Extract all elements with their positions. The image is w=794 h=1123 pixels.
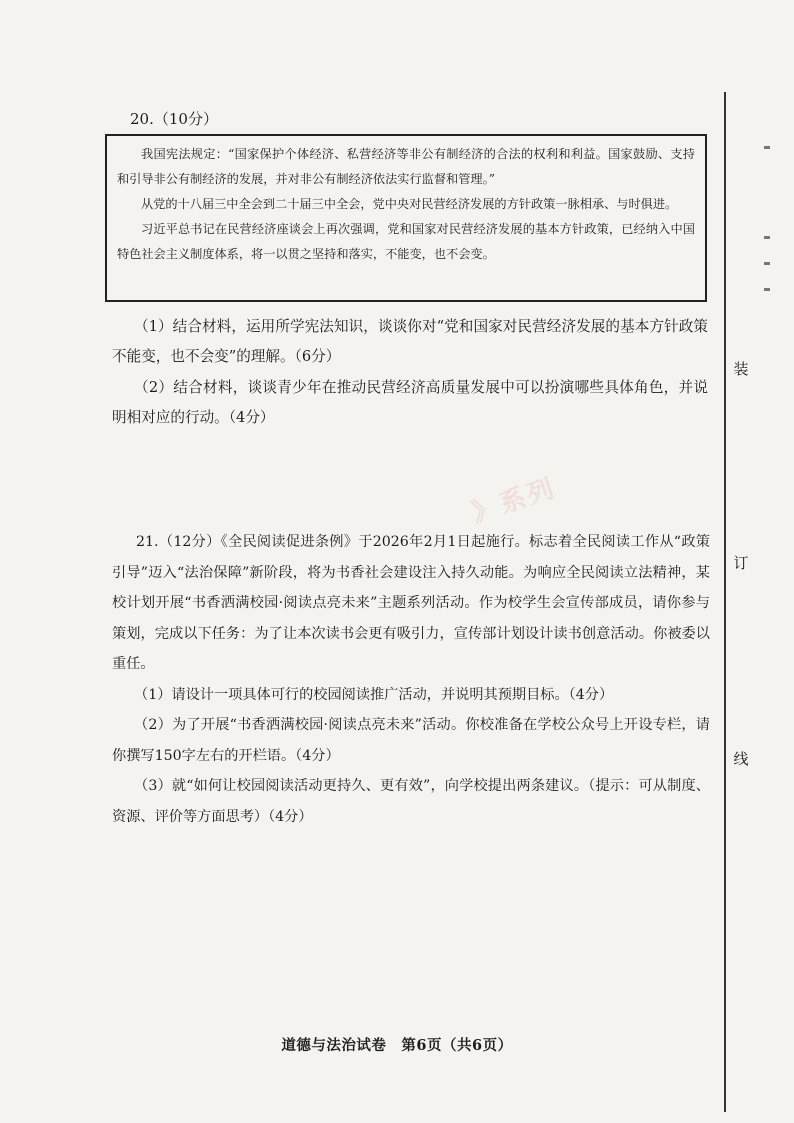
material-paragraph: 从党的十八届三中全会到二十届三中全会，党中央对民营经济发展的方针政策一脉相承、与时俱进。 (141, 197, 678, 211)
material-box (105, 134, 707, 302)
page-footer: 道德与法治试卷 第6页（共6页） (281, 1037, 513, 1054)
edge-mark (764, 262, 770, 265)
question-20-sub-2 (112, 373, 708, 433)
binding-char-xian: 线 (733, 750, 749, 768)
edge-mark (764, 288, 770, 291)
question-20-sub-1 (112, 312, 708, 372)
question-20-sub-2-text: （2）结合材料，谈谈青少年在推动民营经济高质量发展中可以扮演哪些具体角色，并说明相对应的行动。（4分） (112, 379, 708, 426)
question-21-sub-2: （2）为了开展“书香洒满校园·阅读点亮未来”活动。你校准备在学校公众号上开设专栏，请你撰写150字左右的开栏语。（4分） (112, 717, 710, 764)
edge-mark (764, 236, 770, 239)
material-paragraph: 习近平总书记在民营经济座谈会上再次强调，党和国家对民营经济发展的基本方针政策，已经纳入中国特色社会主义制度体系，将一以贯之坚持和落实，不能变，也不会变。 (117, 222, 695, 261)
binding-line (724, 92, 726, 1112)
question-21-sub-1: （1）请设计一项具体可行的校园阅读推广活动，并说明其预期目标。（4分） (134, 686, 614, 703)
binding-char-ding: 订 (733, 554, 749, 572)
question-21-sub-3: （3）就“如何让校园阅读活动更持久、更有效”，向学校提出两条建议。（提示：可从制度、资源、评价等方面思考）（4分） (112, 778, 710, 825)
watermark: 》系列 (468, 473, 561, 529)
material-paragraph: 我国宪法规定：“国家保护个体经济、私营经济等非公有制经济的合法的权利和利益。国家鼓励、支持和引导非公有制经济的发展，并对非公有制经济依法实行监督和管理。” (117, 147, 695, 186)
question-21-intro: 21.（12分）《全民阅读促进条例》于2026年2月1日起施行。标志着全民阅读工作从“政策引导”迈入“法治保障”新阶段，将为书香社会建设注入持久动能。为响应全民阅读立法精神，某校计划开展“书香洒满校园·阅读点亮未来”主题系列活动。作为校学生会宣传部成员，请你参与策划，完成以下任务：为了让本次读书会更有吸引力，宣传部计划设计读书创意活动。你被委以重任。 (112, 534, 710, 672)
question-20-sub-1-text: （1）结合材料，运用所学宪法知识，谈谈你对“党和国家对民营经济发展的基本方针政策不能变，也不会变”的理解。（6分） (112, 318, 708, 365)
binding-char-zhuang: 装 (733, 360, 749, 378)
question-20-header: 20.（10分） (130, 110, 218, 128)
edge-mark (764, 146, 770, 149)
question-21 (112, 527, 710, 832)
